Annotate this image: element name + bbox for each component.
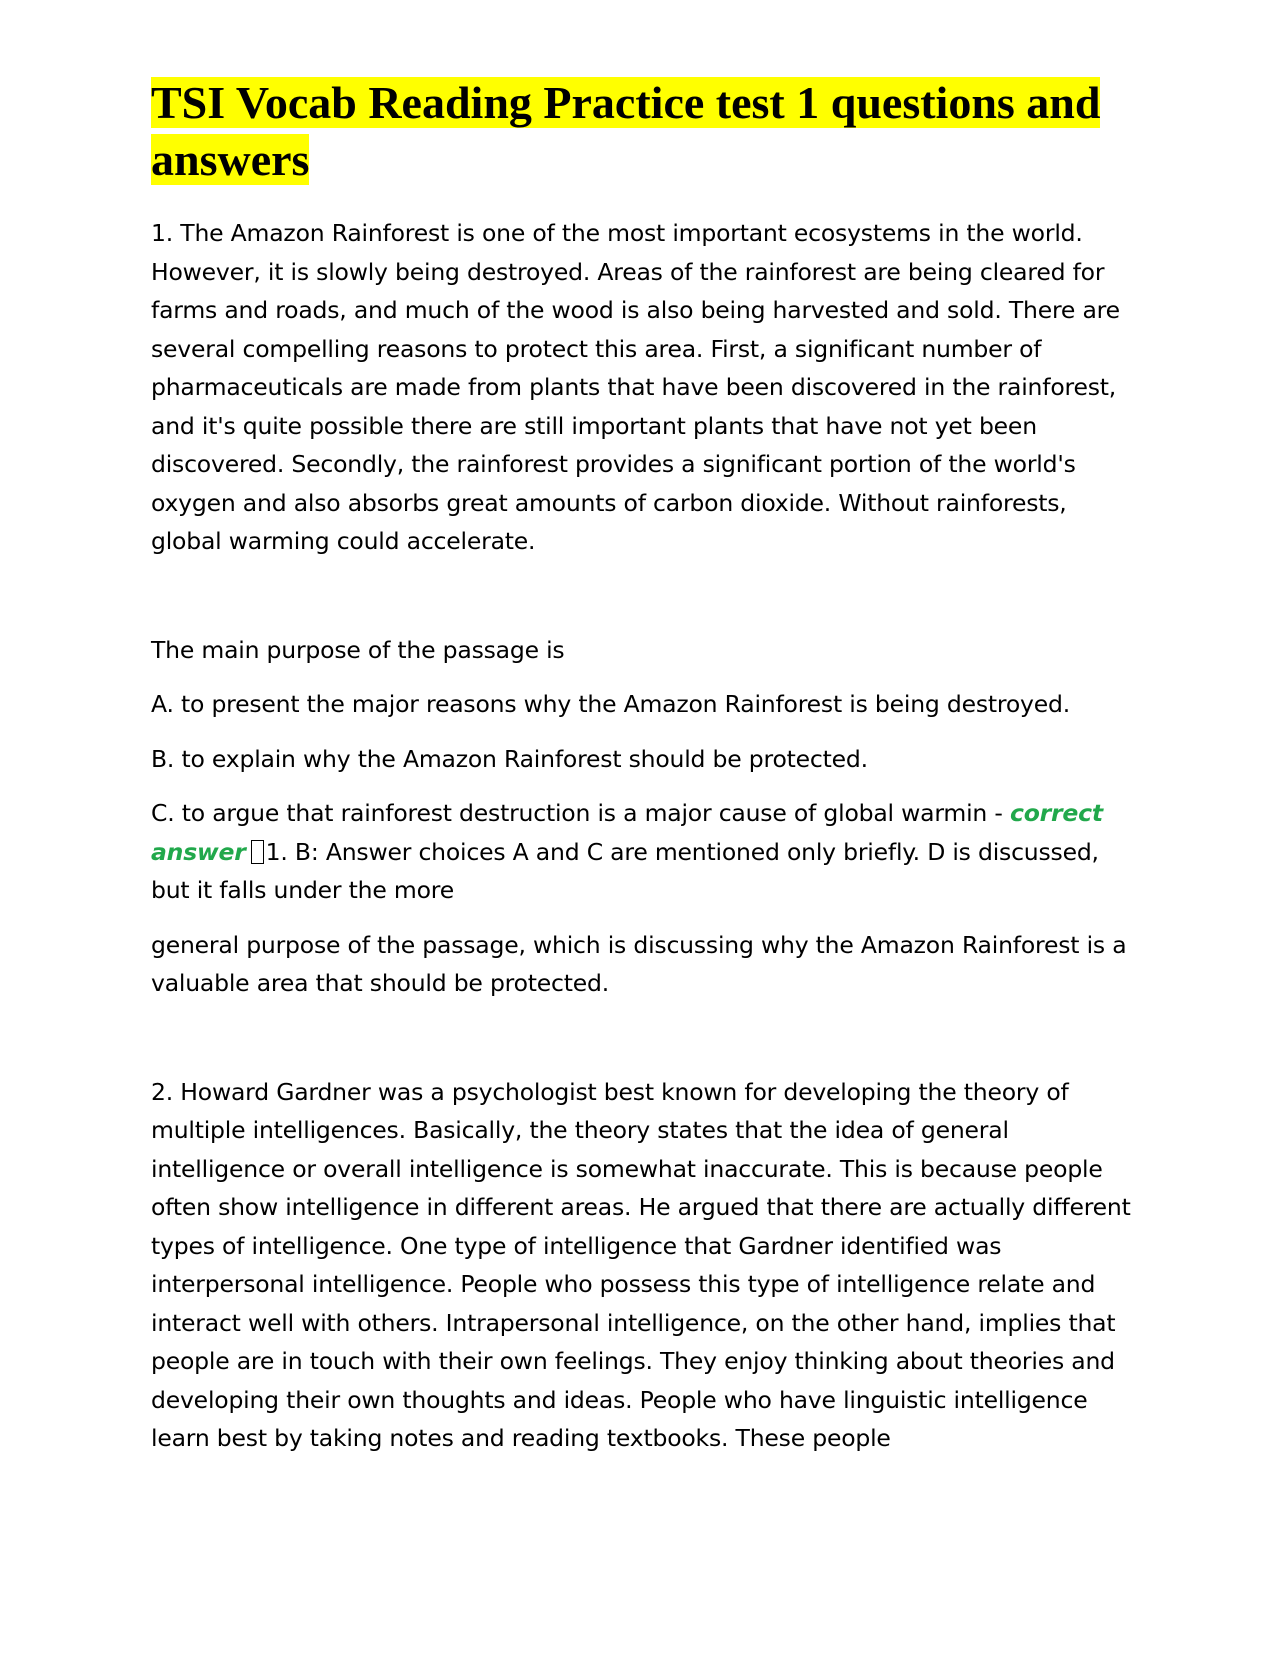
spacer [151, 669, 1141, 685]
q1-option-b: B. to explain why the Amazon Rainforest should be protected. [151, 744, 868, 773]
q1-option-a: A. to present the major reasons why the Amazon Rainforest is being destroyed. [151, 690, 1070, 718]
spacer [151, 724, 1141, 740]
q1-option-c-block [151, 794, 1141, 910]
q1-option-c: C. to argue that rainforest destruction is a major cause of global warmin - [151, 799, 1003, 827]
document-title [151, 74, 1141, 188]
title-highlight: TSI Vocab Reading Practice test 1 questions and answers [151, 77, 1101, 185]
document-page [151, 74, 1141, 1458]
q1-explanation-2: general purpose of the passage, which is discussing why the Amazon Rainforest is a valuable area that should be protected. [151, 930, 1127, 997]
correct-answer-label: correct answer [151, 799, 1103, 866]
q1-prompt: The main purpose of the passage is [151, 635, 565, 664]
spacer [151, 910, 1141, 926]
spacer [151, 1003, 1141, 1073]
spacer [151, 561, 1141, 631]
q1-passage: 1. The Amazon Rainforest is one of the most important ecosystems in the world. However, it is slowly being destroyed. Areas of the rainforest are being cleared for farms and roads, and much of the wood is also being harvested and sold. There are several compelling reasons to protect this area. First, a significant number of pharmaceuticals are made from plants that have been discovered in the rainforest, and it's quite possible there are still important plants that have not yet been discovered. Secondly, the rainforest provides a significant portion of the world's oxygen and also absorbs great amounts of carbon dioxide. Without rainforests, global warming could accelerate. [151, 219, 1120, 555]
missing-glyph-icon [251, 840, 264, 864]
q2-passage: 2. Howard Gardner was a psychologist best known for developing the theory of multiple intelligences. Basically, the theory states that the idea of general intelligence or overall intelligence is somewhat inaccurate. This is because people often show intelligence in different areas. He argued that there are actually different types of intelligence. One type of intelligence that Gardner identified was interpersonal intelligence. People who possess this type of intelligence relate and interact well with others. Intrapersonal intelligence, on the other hand, implies that people are in touch with their own feelings. They enjoy thinking about theories and developing their own thoughts and ideas. People who have linguistic intelligence learn best by taking notes and reading textbooks. These people [151, 1077, 1131, 1452]
q1-explanation-1: 1. B: Answer choices A and C are mentioned only briefly. D is discussed, but it falls under the more [151, 837, 1099, 904]
spacer [151, 778, 1141, 794]
